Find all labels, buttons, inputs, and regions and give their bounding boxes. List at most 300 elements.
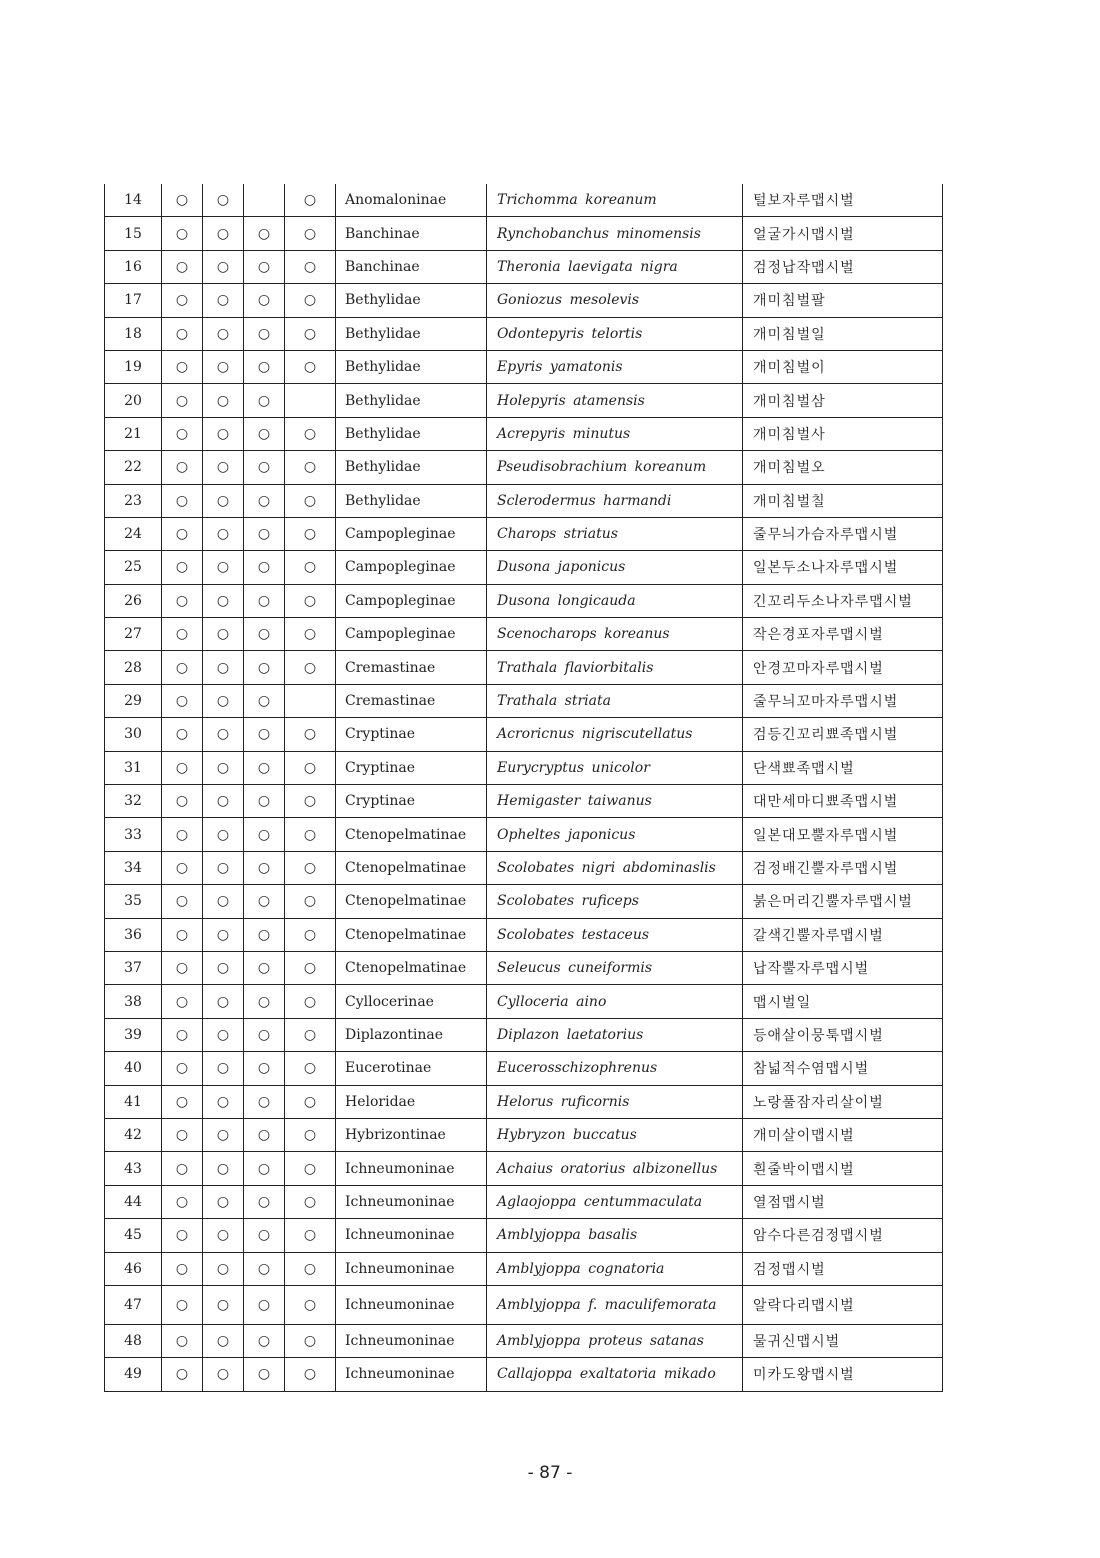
mark-col-3: ○ <box>244 1085 285 1118</box>
row-number: 30 <box>105 718 162 751</box>
scientific-name-cell: Diplazon laetatorius <box>487 1018 743 1051</box>
mark-col-4: ○ <box>285 350 336 383</box>
family-cell: Campopleginae <box>336 584 487 617</box>
mark-col-3: ○ <box>244 985 285 1018</box>
mark-col-1: ○ <box>162 1219 203 1252</box>
scientific-name-cell: Seleucus cuneiformis <box>487 951 743 984</box>
mark-col-1: ○ <box>162 551 203 584</box>
table-row <box>105 1085 943 1118</box>
mark-col-1: ○ <box>162 584 203 617</box>
mark-col-1: ○ <box>162 1252 203 1285</box>
table-row <box>105 684 943 717</box>
mark-col-3: ○ <box>244 1152 285 1185</box>
family-cell: Bethylidae <box>336 350 487 383</box>
family-cell: Ichneumoninae <box>336 1358 487 1391</box>
korean-name-cell: 개미살이맵시벌 <box>743 1118 943 1151</box>
row-number: 45 <box>105 1219 162 1252</box>
family-cell: Ichneumoninae <box>336 1219 487 1252</box>
mark-col-1: ○ <box>162 1185 203 1218</box>
mark-col-1: ○ <box>162 918 203 951</box>
mark-col-4: ○ <box>285 217 336 250</box>
mark-col-2: ○ <box>203 184 244 217</box>
table-row <box>105 751 943 784</box>
table-row <box>105 1285 943 1324</box>
mark-col-2: ○ <box>203 484 244 517</box>
table-row <box>105 1219 943 1252</box>
mark-col-4: ○ <box>285 751 336 784</box>
row-number: 16 <box>105 250 162 283</box>
korean-name-cell: 붉은머리긴뿔자루맵시벌 <box>743 885 943 918</box>
mark-col-1: ○ <box>162 951 203 984</box>
mark-col-2: ○ <box>203 584 244 617</box>
korean-name-cell: 일본대모뿔자루맵시벌 <box>743 818 943 851</box>
korean-name-cell: 대만세마디뾰족맵시벌 <box>743 785 943 818</box>
mark-col-2: ○ <box>203 1185 244 1218</box>
scientific-name-cell: Pseudisobrachium koreanum <box>487 451 743 484</box>
scientific-name-cell: Helorus ruficornis <box>487 1085 743 1118</box>
table-row <box>105 284 943 317</box>
family-cell: Heloridae <box>336 1085 487 1118</box>
mark-col-2: ○ <box>203 651 244 684</box>
family-cell: Bethylidae <box>336 417 487 450</box>
korean-name-cell: 등애살이뭉툭맵시벌 <box>743 1018 943 1051</box>
page-number: - 87 - <box>527 1463 573 1483</box>
mark-col-1: ○ <box>162 651 203 684</box>
mark-col-1: ○ <box>162 1085 203 1118</box>
mark-col-2: ○ <box>203 350 244 383</box>
family-cell: Ichneumoninae <box>336 1152 487 1185</box>
mark-col-2: ○ <box>203 384 244 417</box>
mark-col-3: ○ <box>244 284 285 317</box>
mark-col-2: ○ <box>203 250 244 283</box>
mark-col-4: ○ <box>285 1358 336 1391</box>
family-cell: Campopleginae <box>336 517 487 550</box>
scientific-name-cell: Aglaojoppa centummaculata <box>487 1185 743 1218</box>
mark-col-3: ○ <box>244 384 285 417</box>
row-number: 38 <box>105 985 162 1018</box>
mark-col-4: ○ <box>285 885 336 918</box>
korean-name-cell: 얼굴가시맵시벌 <box>743 217 943 250</box>
mark-col-2: ○ <box>203 1152 244 1185</box>
mark-col-4: ○ <box>285 451 336 484</box>
scientific-name-cell: Cylloceria aino <box>487 985 743 1018</box>
mark-col-4: ○ <box>285 584 336 617</box>
mark-col-4: ○ <box>285 851 336 884</box>
korean-name-cell: 안경꼬마자루맵시벌 <box>743 651 943 684</box>
table-row <box>105 885 943 918</box>
korean-name-cell: 흰줄박이맵시벌 <box>743 1152 943 1185</box>
mark-col-3: ○ <box>244 618 285 651</box>
mark-col-1: ○ <box>162 284 203 317</box>
scientific-name-cell: Goniozus mesolevis <box>487 284 743 317</box>
mark-col-3: ○ <box>244 217 285 250</box>
row-number: 26 <box>105 584 162 617</box>
scientific-name-cell: Holepyris atamensis <box>487 384 743 417</box>
scientific-name-cell: Scolobates testaceus <box>487 918 743 951</box>
mark-col-3: ○ <box>244 517 285 550</box>
mark-col-3: ○ <box>244 584 285 617</box>
korean-name-cell: 줄무늬가슴자루맵시벌 <box>743 517 943 550</box>
table-row <box>105 1358 943 1391</box>
table-row <box>105 1324 943 1357</box>
table-row <box>105 1052 943 1085</box>
korean-name-cell: 단색뾰족맵시벌 <box>743 751 943 784</box>
scientific-name-cell: Acrepyris minutus <box>487 417 743 450</box>
mark-col-3: ○ <box>244 551 285 584</box>
mark-col-4 <box>285 384 336 417</box>
family-cell: Ctenopelmatinae <box>336 918 487 951</box>
mark-col-1: ○ <box>162 417 203 450</box>
mark-col-1: ○ <box>162 184 203 217</box>
mark-col-4: ○ <box>285 1152 336 1185</box>
mark-col-1: ○ <box>162 1018 203 1051</box>
korean-name-cell: 검정배긴뿔자루맵시벌 <box>743 851 943 884</box>
korean-name-cell: 털보자루맵시벌 <box>743 184 943 217</box>
korean-name-cell: 검정납작맵시벌 <box>743 250 943 283</box>
mark-col-3: ○ <box>244 1052 285 1085</box>
family-cell: Campopleginae <box>336 618 487 651</box>
family-cell: Anomaloninae <box>336 184 487 217</box>
mark-col-4: ○ <box>285 1185 336 1218</box>
korean-name-cell: 알락다리맵시벌 <box>743 1285 943 1324</box>
row-number: 47 <box>105 1285 162 1324</box>
row-number: 22 <box>105 451 162 484</box>
table-row <box>105 985 943 1018</box>
mark-col-3: ○ <box>244 317 285 350</box>
korean-name-cell: 맵시벌일 <box>743 985 943 1018</box>
mark-col-1: ○ <box>162 517 203 550</box>
row-number: 32 <box>105 785 162 818</box>
row-number: 49 <box>105 1358 162 1391</box>
row-number: 28 <box>105 651 162 684</box>
mark-col-3: ○ <box>244 1252 285 1285</box>
mark-col-4: ○ <box>285 1219 336 1252</box>
scientific-name-cell: Rynchobanchus minomensis <box>487 217 743 250</box>
table-row <box>105 1152 943 1185</box>
mark-col-2: ○ <box>203 417 244 450</box>
scientific-name-cell: Scolobates ruficeps <box>487 885 743 918</box>
korean-name-cell: 일본두소나자루맵시벌 <box>743 551 943 584</box>
scientific-name-cell: Hybryzon buccatus <box>487 1118 743 1151</box>
row-number: 43 <box>105 1152 162 1185</box>
row-number: 33 <box>105 818 162 851</box>
family-cell: Bethylidae <box>336 451 487 484</box>
mark-col-3: ○ <box>244 484 285 517</box>
mark-col-3: ○ <box>244 451 285 484</box>
mark-col-4: ○ <box>285 985 336 1018</box>
mark-col-1: ○ <box>162 751 203 784</box>
mark-col-4: ○ <box>285 1118 336 1151</box>
family-cell: Cremastinae <box>336 684 487 717</box>
family-cell: Cryptinae <box>336 751 487 784</box>
korean-name-cell: 검등긴꼬리뾰족맵시벌 <box>743 718 943 751</box>
row-number: 40 <box>105 1052 162 1085</box>
mark-col-4: ○ <box>285 284 336 317</box>
table-row <box>105 851 943 884</box>
mark-col-1: ○ <box>162 851 203 884</box>
scientific-name-cell: Trathala striata <box>487 684 743 717</box>
mark-col-2: ○ <box>203 785 244 818</box>
family-cell: Ichneumoninae <box>336 1185 487 1218</box>
table-row <box>105 818 943 851</box>
scientific-name-cell: Achaius oratorius albizonellus <box>487 1152 743 1185</box>
family-cell: Cremastinae <box>336 651 487 684</box>
mark-col-2: ○ <box>203 1118 244 1151</box>
family-cell: Hybrizontinae <box>336 1118 487 1151</box>
korean-name-cell: 개미침벌사 <box>743 417 943 450</box>
family-cell: Diplazontinae <box>336 1018 487 1051</box>
mark-col-4: ○ <box>285 484 336 517</box>
mark-col-2: ○ <box>203 918 244 951</box>
korean-name-cell: 납작뿔자루맵시벌 <box>743 951 943 984</box>
mark-col-2: ○ <box>203 1285 244 1324</box>
scientific-name-cell: Opheltes japonicus <box>487 818 743 851</box>
mark-col-4: ○ <box>285 618 336 651</box>
mark-col-2: ○ <box>203 551 244 584</box>
family-cell: Bethylidae <box>336 384 487 417</box>
scientific-name-cell: Acroricnus nigriscutellatus <box>487 718 743 751</box>
mark-col-1: ○ <box>162 885 203 918</box>
row-number: 44 <box>105 1185 162 1218</box>
table-row <box>105 951 943 984</box>
family-cell: Ichneumoninae <box>336 1252 487 1285</box>
mark-col-2: ○ <box>203 985 244 1018</box>
korean-name-cell: 개미침벌오 <box>743 451 943 484</box>
row-number: 18 <box>105 317 162 350</box>
family-cell: Ctenopelmatinae <box>336 851 487 884</box>
mark-col-3: ○ <box>244 785 285 818</box>
mark-col-2: ○ <box>203 751 244 784</box>
scientific-name-cell: Eucerosschizophrenus <box>487 1052 743 1085</box>
scientific-name-cell: Sclerodermus harmandi <box>487 484 743 517</box>
row-number: 27 <box>105 618 162 651</box>
mark-col-1: ○ <box>162 818 203 851</box>
row-number: 34 <box>105 851 162 884</box>
table-row <box>105 517 943 550</box>
row-number: 39 <box>105 1018 162 1051</box>
mark-col-1: ○ <box>162 684 203 717</box>
row-number: 21 <box>105 417 162 450</box>
species-table <box>104 184 943 1392</box>
scientific-name-cell: Scolobates nigri abdominaslis <box>487 851 743 884</box>
mark-col-4: ○ <box>285 317 336 350</box>
mark-col-3: ○ <box>244 684 285 717</box>
korean-name-cell: 줄무늬꼬마자루맵시벌 <box>743 684 943 717</box>
mark-col-4: ○ <box>285 1085 336 1118</box>
korean-name-cell: 노랑풀잠자리살이벌 <box>743 1085 943 1118</box>
mark-col-3: ○ <box>244 1285 285 1324</box>
row-number: 46 <box>105 1252 162 1285</box>
mark-col-4: ○ <box>285 651 336 684</box>
mark-col-2: ○ <box>203 851 244 884</box>
mark-col-4: ○ <box>285 951 336 984</box>
mark-col-3: ○ <box>244 651 285 684</box>
mark-col-4: ○ <box>285 1052 336 1085</box>
family-cell: Ctenopelmatinae <box>336 885 487 918</box>
mark-col-1: ○ <box>162 350 203 383</box>
mark-col-1: ○ <box>162 618 203 651</box>
mark-col-3: ○ <box>244 918 285 951</box>
mark-col-2: ○ <box>203 317 244 350</box>
table-row <box>105 718 943 751</box>
korean-name-cell: 긴꼬리두소나자루맵시벌 <box>743 584 943 617</box>
mark-col-2: ○ <box>203 1018 244 1051</box>
table-row <box>105 417 943 450</box>
mark-col-3 <box>244 184 285 217</box>
korean-name-cell: 개미침벌삼 <box>743 384 943 417</box>
mark-col-1: ○ <box>162 1152 203 1185</box>
table-row <box>105 918 943 951</box>
row-number: 31 <box>105 751 162 784</box>
table-row <box>105 584 943 617</box>
korean-name-cell: 참넓적수염맵시벌 <box>743 1052 943 1085</box>
mark-col-1: ○ <box>162 451 203 484</box>
mark-col-3: ○ <box>244 1185 285 1218</box>
mark-col-3: ○ <box>244 851 285 884</box>
row-number: 41 <box>105 1085 162 1118</box>
mark-col-1: ○ <box>162 1324 203 1357</box>
table-row <box>105 217 943 250</box>
mark-col-2: ○ <box>203 951 244 984</box>
korean-name-cell: 개미침벌일 <box>743 317 943 350</box>
mark-col-2: ○ <box>203 818 244 851</box>
mark-col-2: ○ <box>203 1252 244 1285</box>
mark-col-1: ○ <box>162 1358 203 1391</box>
mark-col-1: ○ <box>162 217 203 250</box>
mark-col-2: ○ <box>203 1358 244 1391</box>
mark-col-3: ○ <box>244 1219 285 1252</box>
mark-col-2: ○ <box>203 1085 244 1118</box>
scientific-name-cell: Amblyjoppa cognatoria <box>487 1252 743 1285</box>
mark-col-3: ○ <box>244 718 285 751</box>
mark-col-1: ○ <box>162 785 203 818</box>
mark-col-4: ○ <box>285 417 336 450</box>
family-cell: Banchinae <box>336 217 487 250</box>
mark-col-2: ○ <box>203 885 244 918</box>
mark-col-3: ○ <box>244 1118 285 1151</box>
table-row <box>105 651 943 684</box>
mark-col-2: ○ <box>203 618 244 651</box>
family-cell: Eucerotinae <box>336 1052 487 1085</box>
scientific-name-cell: Hemigaster taiwanus <box>487 785 743 818</box>
row-number: 17 <box>105 284 162 317</box>
mark-col-1: ○ <box>162 1052 203 1085</box>
korean-name-cell: 암수다른검정맵시벌 <box>743 1219 943 1252</box>
row-number: 25 <box>105 551 162 584</box>
scientific-name-cell: Callajoppa exaltatoria mikado <box>487 1358 743 1391</box>
family-cell: Ichneumoninae <box>336 1285 487 1324</box>
family-cell: Cryptinae <box>336 785 487 818</box>
korean-name-cell: 갈색긴뿔자루맵시벌 <box>743 918 943 951</box>
scientific-name-cell: Amblyjoppa f. maculifemorata <box>487 1285 743 1324</box>
mark-col-2: ○ <box>203 217 244 250</box>
mark-col-2: ○ <box>203 284 244 317</box>
row-number: 37 <box>105 951 162 984</box>
mark-col-2: ○ <box>203 1052 244 1085</box>
mark-col-3: ○ <box>244 818 285 851</box>
mark-col-2: ○ <box>203 684 244 717</box>
family-cell: Cryptinae <box>336 718 487 751</box>
row-number: 48 <box>105 1324 162 1357</box>
table-row <box>105 785 943 818</box>
scientific-name-cell: Trichomma koreanum <box>487 184 743 217</box>
row-number: 14 <box>105 184 162 217</box>
row-number: 29 <box>105 684 162 717</box>
family-cell: Ctenopelmatinae <box>336 951 487 984</box>
mark-col-4: ○ <box>285 517 336 550</box>
mark-col-1: ○ <box>162 317 203 350</box>
table-row <box>105 317 943 350</box>
mark-col-4: ○ <box>285 718 336 751</box>
mark-col-3: ○ <box>244 1018 285 1051</box>
scientific-name-cell: Epyris yamatonis <box>487 350 743 383</box>
mark-col-4: ○ <box>285 1252 336 1285</box>
table-body <box>105 184 943 1391</box>
table-row <box>105 1252 943 1285</box>
table-row <box>105 551 943 584</box>
family-cell: Ichneumoninae <box>336 1324 487 1357</box>
row-number: 36 <box>105 918 162 951</box>
mark-col-1: ○ <box>162 718 203 751</box>
mark-col-4: ○ <box>285 1285 336 1324</box>
mark-col-4: ○ <box>285 785 336 818</box>
mark-col-3: ○ <box>244 250 285 283</box>
table-row <box>105 1118 943 1151</box>
table-row <box>105 350 943 383</box>
table-row <box>105 451 943 484</box>
table-row <box>105 1018 943 1051</box>
table-row <box>105 1185 943 1218</box>
family-cell: Campopleginae <box>336 551 487 584</box>
table-row <box>105 484 943 517</box>
korean-name-cell: 열점맵시벌 <box>743 1185 943 1218</box>
family-cell: Banchinae <box>336 250 487 283</box>
family-cell: Ctenopelmatinae <box>336 818 487 851</box>
row-number: 19 <box>105 350 162 383</box>
mark-col-2: ○ <box>203 1324 244 1357</box>
mark-col-3: ○ <box>244 1358 285 1391</box>
mark-col-4: ○ <box>285 1018 336 1051</box>
scientific-name-cell: Scenocharops koreanus <box>487 618 743 651</box>
mark-col-3: ○ <box>244 751 285 784</box>
mark-col-2: ○ <box>203 1219 244 1252</box>
mark-col-3: ○ <box>244 350 285 383</box>
mark-col-2: ○ <box>203 718 244 751</box>
mark-col-4: ○ <box>285 918 336 951</box>
family-cell: Bethylidae <box>336 484 487 517</box>
mark-col-1: ○ <box>162 384 203 417</box>
mark-col-2: ○ <box>203 451 244 484</box>
scientific-name-cell: Amblyjoppa proteus satanas <box>487 1324 743 1357</box>
table-row <box>105 184 943 217</box>
korean-name-cell: 개미침벌팔 <box>743 284 943 317</box>
mark-col-1: ○ <box>162 985 203 1018</box>
family-cell: Bethylidae <box>336 317 487 350</box>
korean-name-cell: 미카도왕맵시벌 <box>743 1358 943 1391</box>
row-number: 15 <box>105 217 162 250</box>
mark-col-3: ○ <box>244 885 285 918</box>
mark-col-1: ○ <box>162 1118 203 1151</box>
row-number: 42 <box>105 1118 162 1151</box>
scientific-name-cell: Amblyjoppa basalis <box>487 1219 743 1252</box>
mark-col-1: ○ <box>162 484 203 517</box>
row-number: 20 <box>105 384 162 417</box>
korean-name-cell: 검정맵시벌 <box>743 1252 943 1285</box>
scientific-name-cell: Charops striatus <box>487 517 743 550</box>
family-cell: Bethylidae <box>336 284 487 317</box>
scientific-name-cell: Dusona longicauda <box>487 584 743 617</box>
row-number: 35 <box>105 885 162 918</box>
